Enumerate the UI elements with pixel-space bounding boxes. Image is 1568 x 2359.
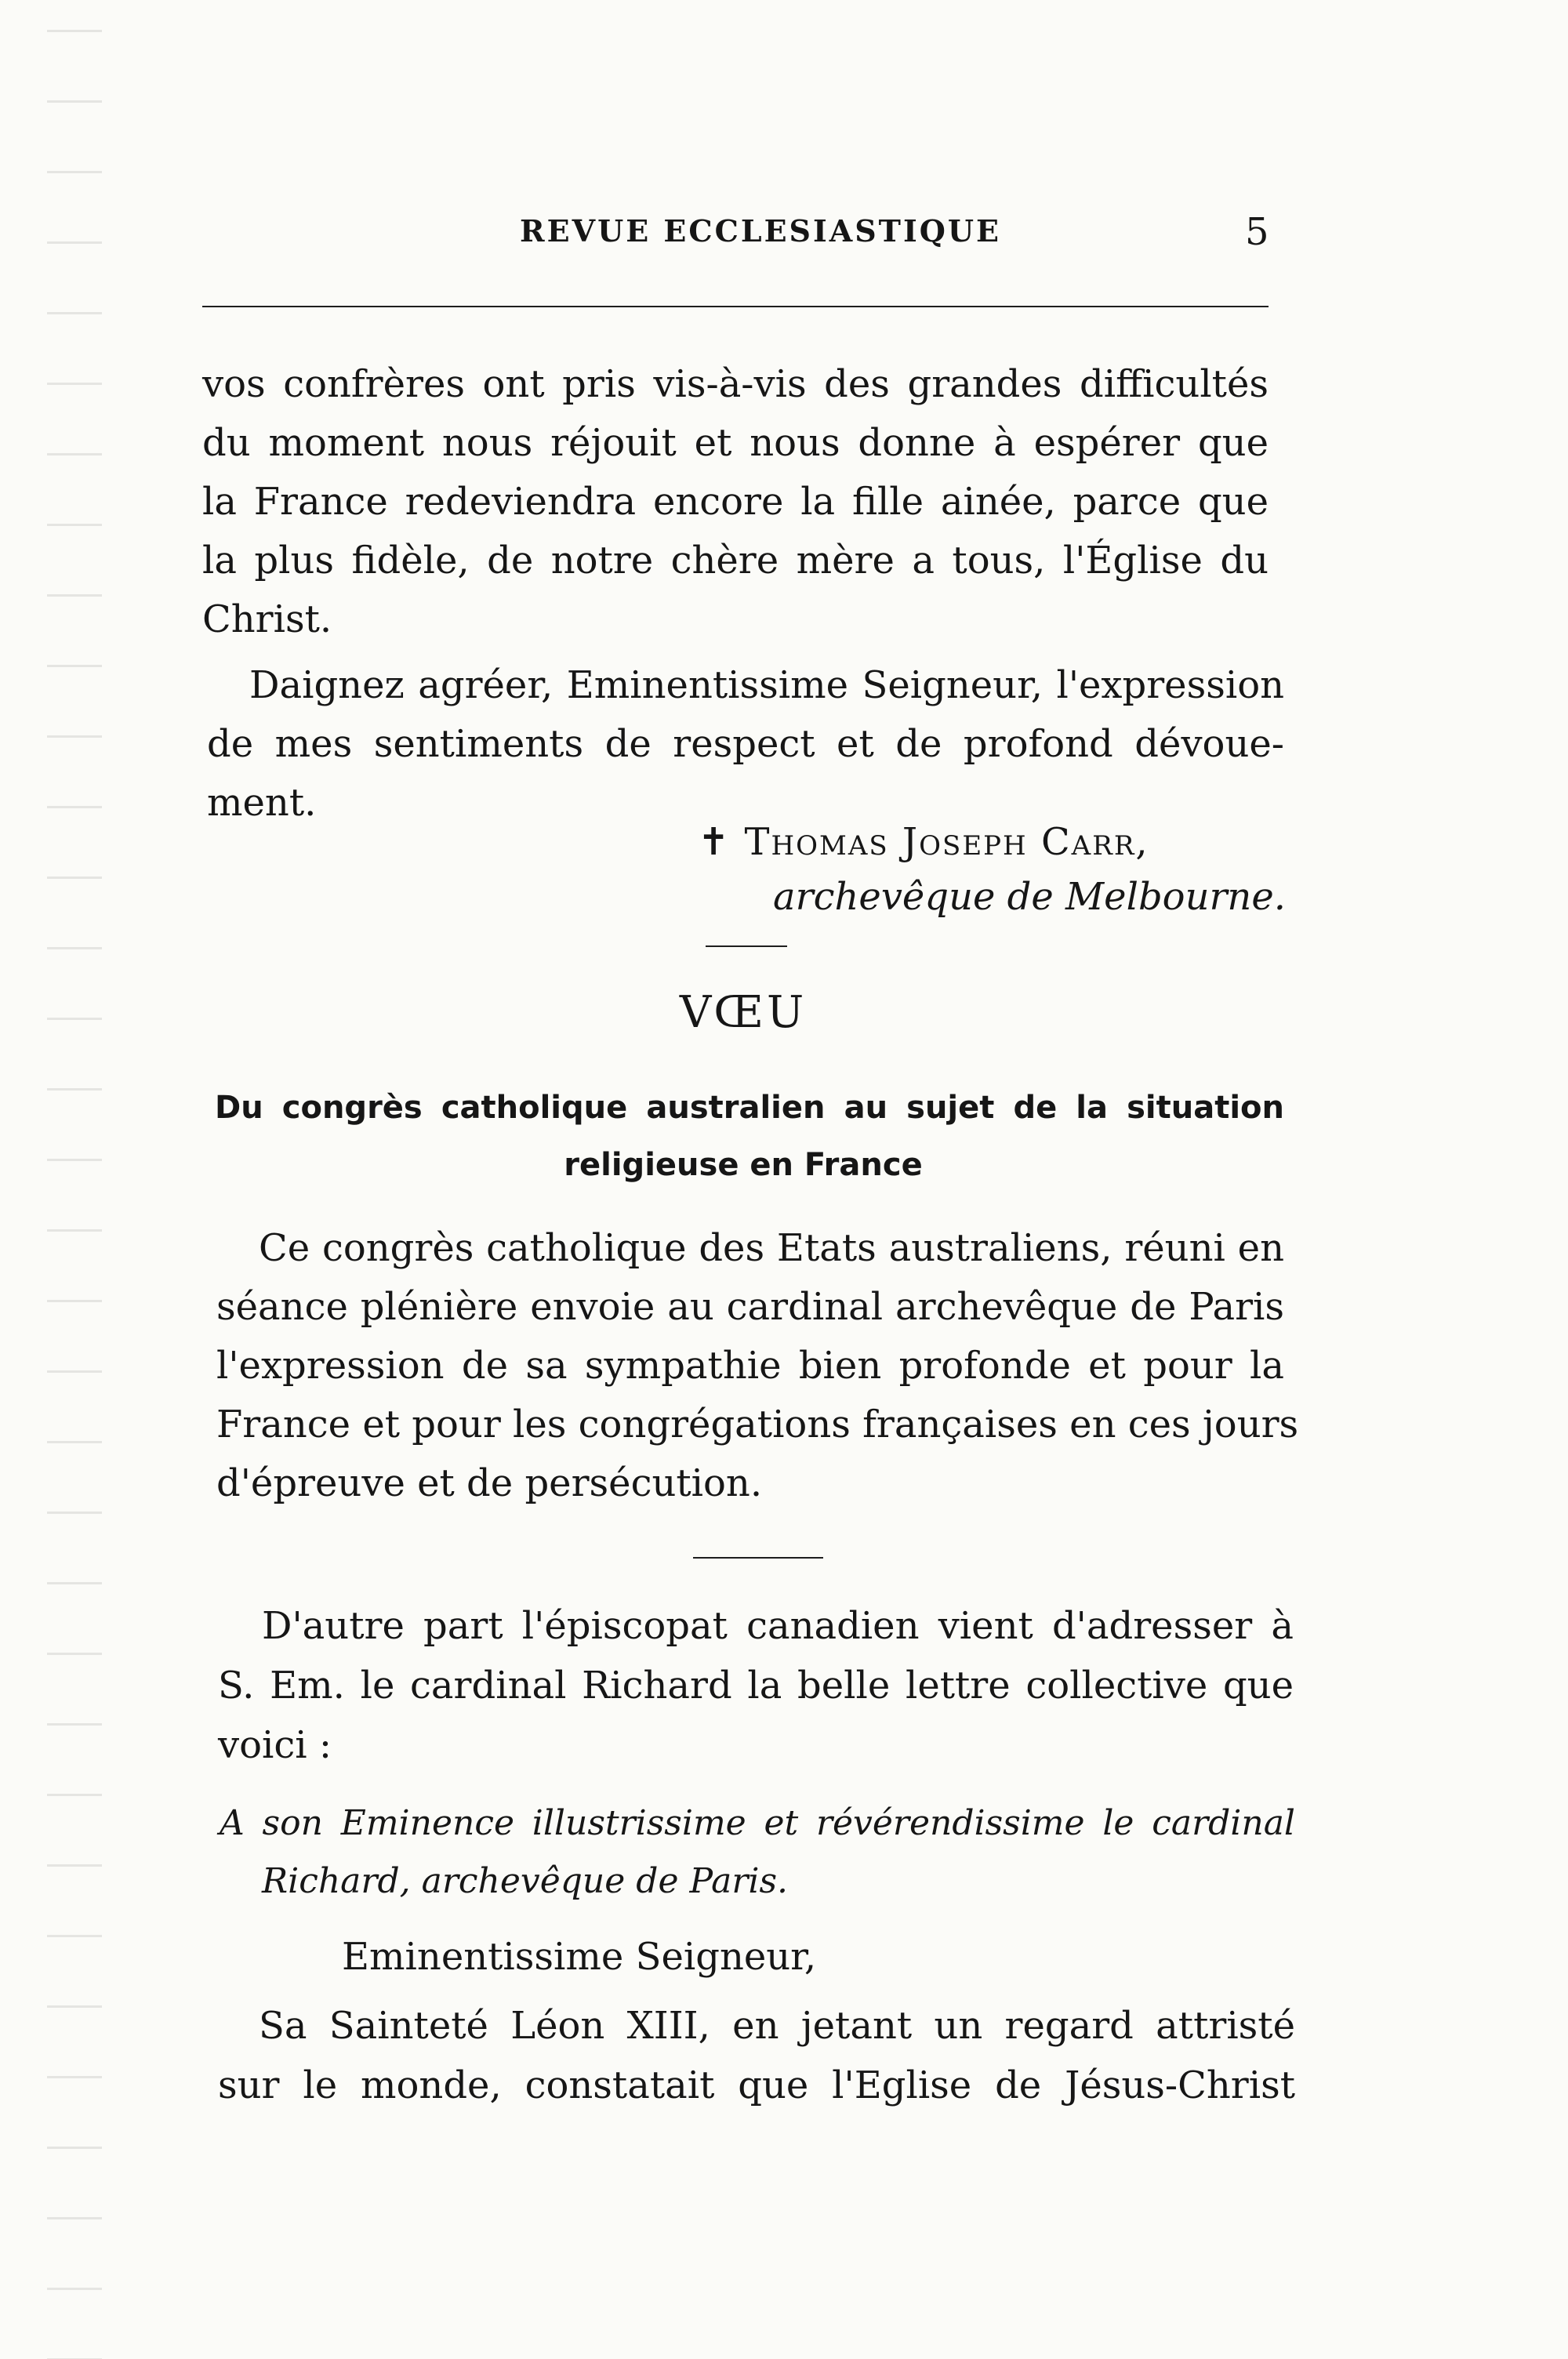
scan-margin-noise — [47, 0, 102, 2359]
section-divider — [693, 1557, 823, 1559]
page-number: 5 — [1245, 210, 1269, 254]
text-line: vos confrères ont pris vis-à-vis des grandes difficultés — [202, 362, 1269, 406]
text-line: voici : — [218, 1723, 332, 1767]
header-rule — [202, 306, 1269, 307]
signature-name: ✝ Thomas Joseph Carr, — [698, 820, 1149, 864]
address-line: Richard, archevêque de Paris. — [262, 1861, 789, 1901]
text-line: Ce congrès catholique des Etats australiens, réuni en — [259, 1226, 1284, 1270]
salutation: Eminentissime Seigneur, — [342, 1935, 817, 1979]
section-subheading: Du congrès catholique australien au sujet de la situation — [215, 1090, 1284, 1126]
text-line: France et pour les congrégations françaises en ces jours — [216, 1403, 1299, 1446]
text-line: ment. — [207, 781, 317, 825]
section-divider — [706, 945, 787, 947]
text-line: la France redeviendra encore la fille ainée, parce que — [202, 480, 1269, 524]
signature-title: archevêque de Melbourne. — [773, 875, 1286, 919]
text-line: séance plénière envoie au cardinal archevêque de Paris — [216, 1285, 1284, 1329]
text-line: Christ. — [202, 597, 332, 641]
text-line: du moment nous réjouit et nous donne à espérer que — [202, 421, 1269, 465]
text-line: D'autre part l'épiscopat canadien vient d'adresser à — [262, 1604, 1294, 1648]
text-line: la plus fidèle, de notre chère mère a tous, l'Église du — [202, 539, 1269, 582]
text-line: Daignez agréer, Eminentissime Seigneur, l'expression — [249, 663, 1284, 707]
text-line: de mes sentiments de respect et de profond dévoue- — [207, 722, 1284, 766]
text-line: Sa Sainteté Léon XIII, en jetant un regard attristé — [259, 2004, 1295, 2048]
address-line: A son Eminence illustrissime et révérendissime le cardinal — [220, 1803, 1295, 1843]
running-header-title: REVUE ECCLESIASTIQUE — [520, 213, 1001, 249]
section-heading: VŒU — [679, 987, 808, 1038]
text-line: sur le monde, constatait que l'Eglise de Jésus-Christ — [218, 2063, 1295, 2107]
text-line: d'épreuve et de persécution. — [216, 1461, 763, 1505]
section-subheading: religieuse en France — [564, 1147, 923, 1183]
text-line: l'expression de sa sympathie bien profonde et pour la — [216, 1344, 1284, 1388]
text-line: S. Em. le cardinal Richard la belle lettre collective que — [218, 1664, 1294, 1708]
